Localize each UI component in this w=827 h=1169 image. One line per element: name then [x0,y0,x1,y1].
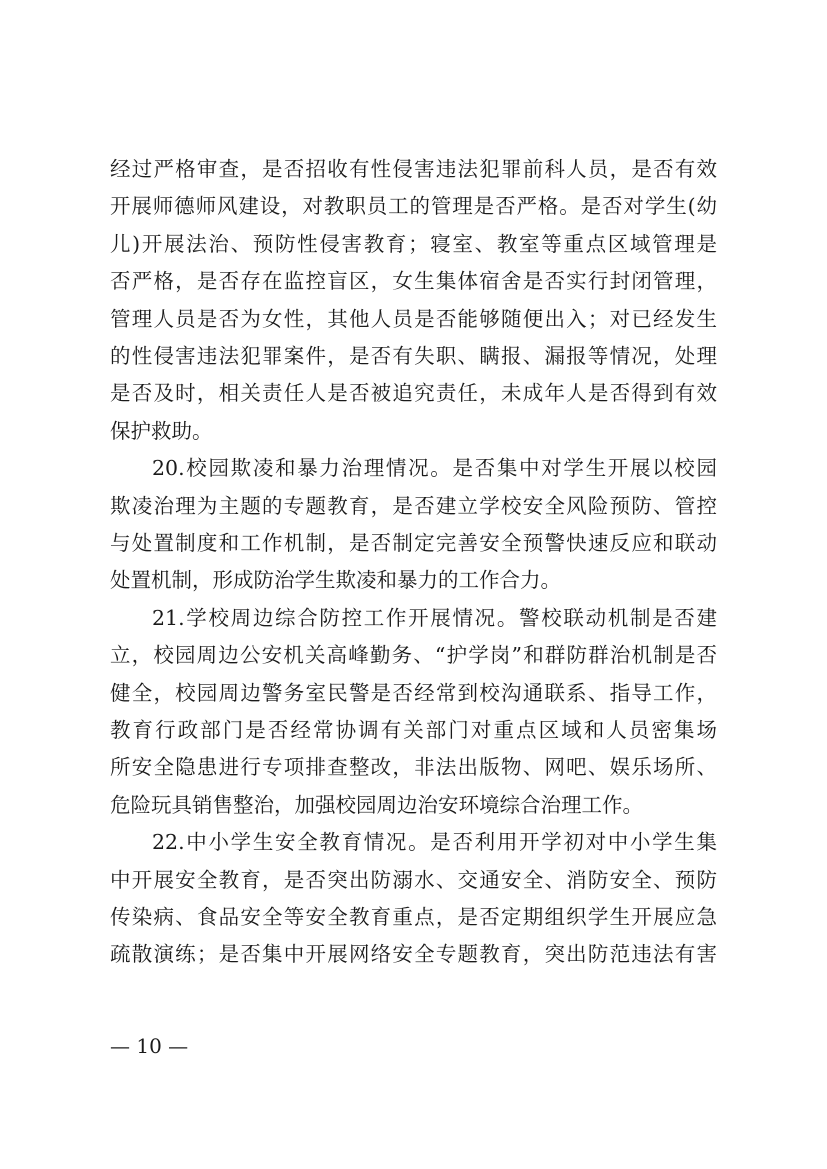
text-line: 疏散演练；是否集中开展网络安全专题教育，突出防范违法有害 [110,942,717,966]
text-line: 处置机制，形成防治学生欺凌和暴力的工作合力。 [110,568,561,592]
text-line: 与处置制度和工作机制，是否制定完善安全预警快速反应和联动 [110,531,717,555]
text-line: 欺凌治理为主题的专题教育，是否建立学校安全风险预防、管控 [110,494,717,518]
text-line: 立，校园周边公安机关高峰勤务、“护学岗”和群防群治机制是否 [110,643,717,667]
text-line: 健全，校园周边警务室民警是否经常到校沟通联系、指导工作， [110,681,717,705]
text-line: 经过严格审查，是否招收有性侵害违法犯罪前科人员，是否有效 [110,157,717,181]
page-number: — 10 — [110,1034,189,1058]
text-line: 中开展安全教育，是否突出防溺水、交通安全、消防安全、预防 [110,868,717,892]
text-line: 教育行政部门是否经常协调有关部门对重点区域和人员密集场 [110,718,717,742]
text-line: 儿)开展法治、预防性侵害教育；寝室、教室等重点区域管理是 [110,232,717,256]
text-line: 开展师德师风建设，对教职员工的管理是否严格。是否对学生(幼 [110,194,717,218]
text-line: 否严格，是否存在监控盲区，女生集体宿舍是否实行封闭管理， [110,269,717,293]
text-line: 管理人员是否为女性，其他人员是否能够随便出入；对已经发生 [110,307,717,331]
text-line: 危险玩具销售整治，加强校园周边治安环境综合治理工作。 [110,793,643,817]
paragraph-heading-line: 22.中小学生安全教育情况。是否利用开学初对中小学生集 [152,830,717,854]
text-line: 保护救助。 [110,419,213,443]
text-line: 是否及时，相关责任人是否被追究责任，未成年人是否得到有效 [110,381,717,405]
paragraph-heading-line: 21.学校周边综合防控工作开展情况。警校联动机制是否建 [152,606,717,630]
text-line: 传染病、食品安全等安全教育重点，是否定期组织学生开展应急 [110,905,717,929]
paragraph-heading-line: 20.校园欺凌和暴力治理情况。是否集中对学生开展以校园 [152,456,717,480]
text-line: 所安全隐患进行专项排查整改，非法出版物、网吧、娱乐场所、 [110,755,717,779]
text-line: 的性侵害违法犯罪案件，是否有失职、瞒报、漏报等情况，处理 [110,344,717,368]
